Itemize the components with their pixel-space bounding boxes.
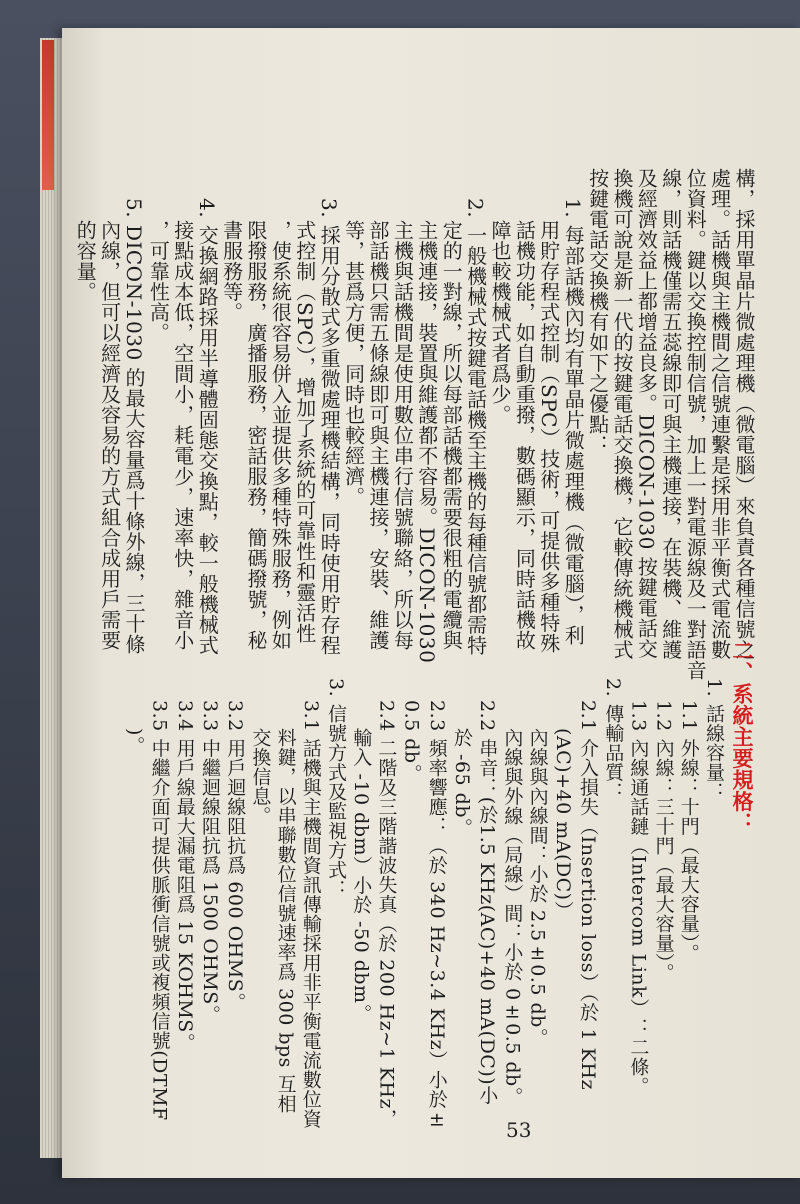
spec-column: 料鍵，以串聯數位信號速率爲 300 bps 互相 [274, 728, 297, 1114]
spec-column: 0.5 db。 [400, 700, 423, 784]
spec-column: 1.3 內線通話鏈（Intercom Link）：二條。 [627, 700, 650, 1096]
text-column: 按鍵電話交換機有如下之優點： [585, 168, 610, 455]
spec-column: 1.1 外線：十門（最大容量）。 [677, 700, 700, 963]
text-column: 接點成本低，空間小，耗電少，速率快，雜音小 [170, 220, 195, 651]
spec-column: 2. 傳輸品質： [602, 678, 625, 802]
text-column: 定的一對線，所以每部話機都需要很粗的電纜與 [439, 220, 464, 651]
spec-column: 2.1 介入損失（Insertion loss）（於 1 KHz [577, 700, 599, 1090]
spec-column: 3.5 中繼介面可提供脈衝信號或複頻信號(DTMF [148, 700, 171, 1121]
spec-column: 3.1 話機與主機間資訊傳輸採用非平衡電流數位資 [299, 700, 322, 1129]
red-page-edge [42, 40, 54, 190]
spec-column: 內線與內線間：小於 2.5±0.5 db。 [526, 728, 549, 1048]
spec-column: (AC)+40 mA(DC)） [551, 728, 574, 921]
book-page [62, 28, 800, 1178]
text-column: 等，甚爲方便，同時也較經濟。 [341, 220, 366, 507]
spec-column: 2.4 二階及三階諧波失真（於 200 Hz~1 KHz， [375, 700, 398, 1129]
spec-column: 3.3 中繼迴線阻抗爲 1500 OHMS。 [199, 700, 221, 1025]
text-column: 內線，但可以經濟及容易的方式組合成用戶需要 [97, 220, 122, 651]
text-column: 主機連接，裝置與維護都不容易。DICON-1030 [414, 220, 439, 664]
text-column: 話機功能，如自動重撥，數碼顯示，同時話機故 [512, 220, 537, 651]
text-column: 的容量。 [73, 220, 98, 302]
spec-column: 1.2 內線：三十門（最大容量）。 [652, 700, 675, 983]
page-number: 53 [506, 1118, 532, 1142]
spec-column: 2.2 串音：(於1.5 KHz(AC)+40 mA(DC))小 [476, 700, 499, 1105]
text-column: 線，則話機僅需五蕊線即可與主機連接，在裝機、維護 [658, 168, 683, 660]
section-heading: 二、系統主要規格： [730, 640, 755, 834]
text-column: 用貯存程式控制（SPC）技術，可提供多種特殊 [536, 220, 561, 654]
text-column: 及經濟效益上都增益良多。DICON-1030 按鍵電話交 [634, 168, 659, 660]
text-column: 限撥服務，廣播服務，密話服務，簡碼撥號，秘 [244, 220, 268, 651]
spec-column: 內線與外線（局線）間：小於 0±0.5 db。 [501, 728, 524, 1107]
text-column: 2. 一般機械式按鍵電話機至主機的每種信號都需特 [463, 198, 488, 656]
text-column: 構，採用單晶片微處理機（微電腦）來負責各種信號之 [732, 168, 756, 660]
text-column: 換機可說是新一代的按鍵電話交換機，它較傳統機械式 [610, 168, 634, 660]
spec-column: 於 -65 db。 [451, 728, 473, 838]
spec-column: 3.4 用戶線最大漏電阻爲 15 KOHMS。 [173, 700, 196, 1053]
text-column: 障也較機械式者爲少。 [488, 220, 512, 425]
text-column: 式控制（SPC），增加了系統的可靠性和靈活性 [292, 220, 317, 644]
text-column: ，可靠性高。 [146, 220, 171, 343]
spec-column: 1. 話線容量： [703, 678, 725, 802]
spec-column: )。 [123, 728, 146, 756]
text-column: 1. 每部話機內均有單晶片微處理機（微電腦），利 [561, 198, 586, 646]
text-column: 3. 採用分散式多重微處理機結構，同時使用貯存程 [317, 198, 342, 656]
text-column: 位資料。鍵以交換控制信號，加上一對電源線及一對語音 [683, 168, 708, 681]
spec-column: 交換信息。 [249, 728, 272, 826]
text-column: 部話機只需五條線即可與主機連接，安裝、維護 [366, 220, 390, 651]
text-column: 處理。話機與主機間之信號連繫是採用非平衡式電流數 [707, 168, 732, 660]
spec-column: 3. 信號方式及監視方式： [325, 678, 347, 899]
text-column: 書服務等。 [219, 220, 244, 323]
spec-column: 3.2 用戶迴線阻抗爲 600 OHMS。 [224, 700, 247, 1012]
page-edges [40, 38, 62, 1158]
text-column: 4. 交換網路採用半導體固態交換點，較一般機械式 [195, 198, 220, 656]
spec-column: 2.3 頻率響應：（於 340 Hz~3.4 KHz）小於± [425, 700, 448, 1132]
text-column: ，使系統很容易併入並提供多種特殊服務，例如 [268, 220, 293, 651]
text-column: 5. DICON-1030 的最大容量爲十條外線，三十條 [122, 198, 146, 655]
spec-column: 輸入 -10 dbm）小於 -50 dbm。 [350, 728, 373, 1024]
text-column: 主機與話機間是使用數位串行信號聯絡，所以每 [390, 220, 415, 651]
